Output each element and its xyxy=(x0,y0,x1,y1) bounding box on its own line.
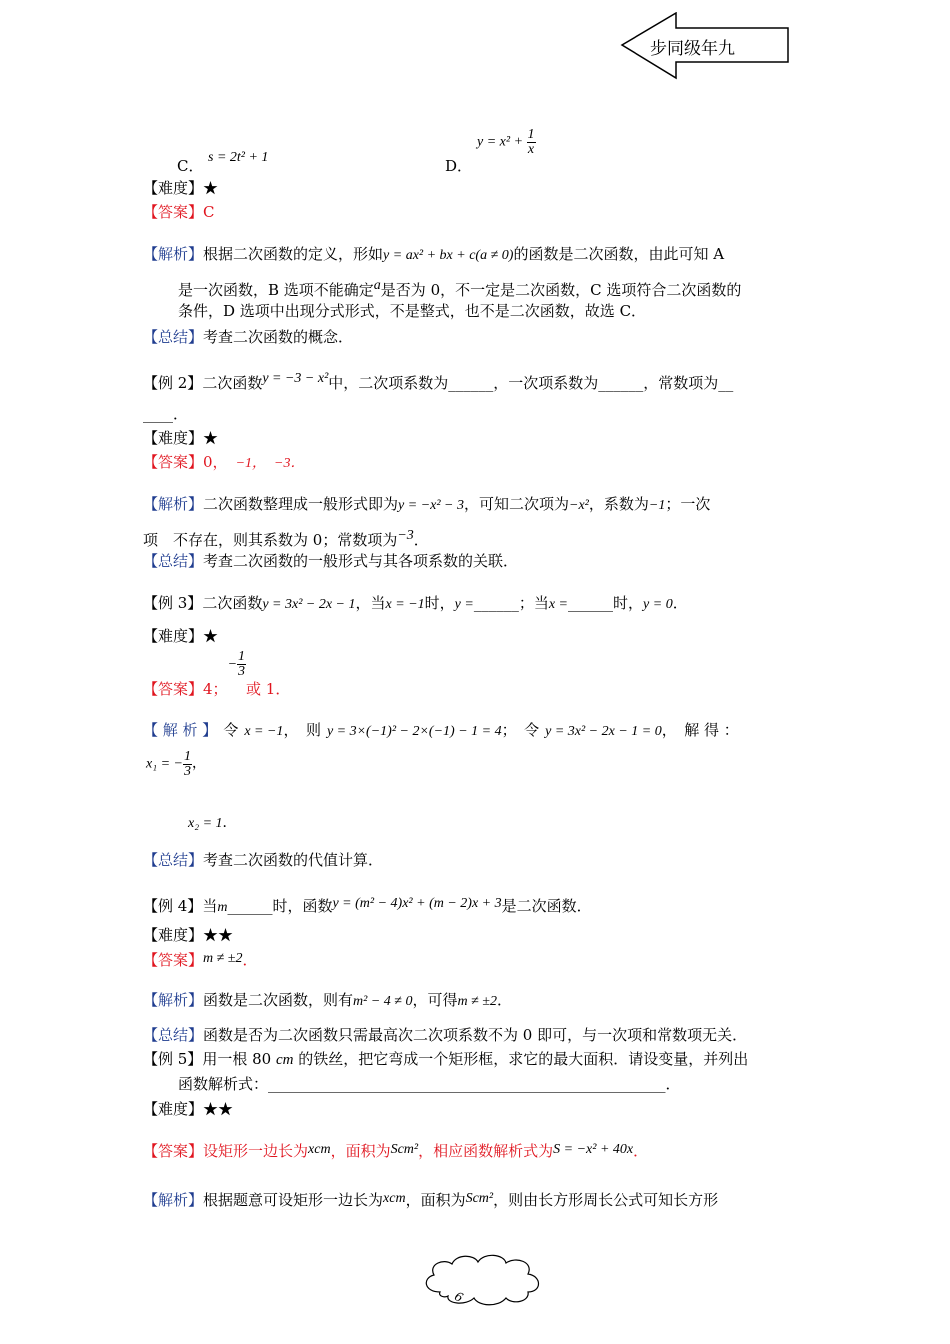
answer-tag: 【答案】 xyxy=(143,1142,204,1160)
analysis-text: 函数是二次函数，则有 xyxy=(203,991,354,1009)
analysis-tag: 【解析】 xyxy=(143,1191,204,1209)
question-text: ． xyxy=(672,594,688,612)
analysis-text: ． xyxy=(496,991,512,1009)
example-tag: 【例 4】 xyxy=(143,897,203,915)
answer-formula: −1， xyxy=(235,456,267,471)
summary-text: 考查二次函数的一般形式与其各项系数的关联． xyxy=(203,552,519,570)
fraction-denominator: x xyxy=(527,142,535,157)
analysis-formula: y = −x² − 3 xyxy=(398,498,464,513)
summary-tag: 【总结】 xyxy=(143,328,204,346)
analysis-text: ， 解 得 ： xyxy=(661,721,739,739)
difficulty-stars: ★★ xyxy=(203,926,234,944)
example-tag: 【例 2】 xyxy=(143,374,203,392)
option-d-formula-prefix: y = x² + xyxy=(477,134,524,150)
example-tag: 【例 3】 xyxy=(143,594,203,612)
ex3-analysis-line1 xyxy=(143,720,739,742)
option-c-formula: s = 2t² + 1 xyxy=(208,150,269,165)
ex1-summary xyxy=(143,327,353,347)
analysis-formula: y = 3x² − 2x − 1 = 0 xyxy=(545,724,662,739)
ex5-question-line1 xyxy=(143,1049,748,1070)
difficulty-tag: 【难度】 xyxy=(143,1100,204,1118)
analysis-text: ，面积为 xyxy=(405,1191,466,1209)
analysis-text: 是一次函数，B 选项不能确定 xyxy=(178,281,374,299)
fraction-numerator: 1 xyxy=(527,127,535,142)
grade-label: 步同级年九 xyxy=(650,39,735,58)
root-label: x₁ = − xyxy=(146,756,183,772)
answer-text: C xyxy=(203,203,215,221)
analysis-text: 是否为 0，不一定是二次函数，C 选项符合二次函数的 xyxy=(380,281,742,299)
summary-text: 考查二次函数的概念． xyxy=(203,328,354,346)
difficulty-stars: ★ xyxy=(203,429,219,447)
question-formula: y = −3 − x² xyxy=(262,371,329,386)
analysis-text: ； 令 xyxy=(501,721,540,739)
ex5-question-line2: 函数解析式：_____________________________________________________． xyxy=(178,1075,681,1093)
analysis-text: ；一次 xyxy=(665,495,711,513)
answer-text: ，面积为 xyxy=(330,1142,391,1160)
ex4-difficulty xyxy=(143,925,233,945)
analysis-formula: Scm² xyxy=(465,1191,494,1206)
ex1-difficulty xyxy=(143,178,218,198)
question-text: 二次函数 xyxy=(202,374,263,392)
ex1-answer xyxy=(143,202,215,222)
ex3-root-x1 xyxy=(146,750,206,779)
analysis-formula: −x² xyxy=(569,498,589,513)
question-text: 是二次函数． xyxy=(501,897,592,915)
ex4-summary xyxy=(143,1025,747,1045)
fraction-numerator: 1 xyxy=(183,749,191,764)
analysis-text: 项 不存在，则其系数为 0；常数项为 xyxy=(143,531,398,549)
question-formula: y = 0 xyxy=(643,597,673,612)
answer-tag: 【答案】 xyxy=(143,203,204,221)
question-text: 中，二次项系数为______，一次项系数为______，常数项为__ xyxy=(328,374,734,392)
ex5-answer xyxy=(143,1140,648,1161)
answer-text: 0， xyxy=(203,453,228,471)
fraction-denominator: 3 xyxy=(238,664,246,679)
analysis-text: ， 则 xyxy=(283,721,321,739)
question-text: 二次函数 xyxy=(202,594,263,612)
answer-formula: Scm² xyxy=(390,1142,419,1157)
difficulty-tag: 【难度】 xyxy=(143,926,204,944)
ex2-analysis-line2 xyxy=(143,526,429,550)
analysis-tag: 【 解 析 】 xyxy=(143,721,218,739)
question-formula: m xyxy=(217,900,228,915)
ex3-root-x2 xyxy=(188,812,237,832)
ex4-answer xyxy=(143,949,258,970)
fraction-numerator: 1 xyxy=(238,649,246,664)
answer-text: 4； xyxy=(203,679,228,698)
analysis-formula: y = 3×(−1)² − 2×(−1) − 1 = 4 xyxy=(326,724,502,739)
question-unit: cm xyxy=(275,1052,294,1068)
ex3-answer xyxy=(143,649,291,698)
ex2-analysis-line1 xyxy=(143,494,710,516)
answer-formula: −3． xyxy=(274,456,305,471)
question-formula: x = −1 xyxy=(385,597,425,612)
question-formula: y = xyxy=(454,597,474,612)
analysis-text: ． xyxy=(413,531,429,549)
cloud-icon xyxy=(418,1250,548,1310)
analysis-text: 二次函数整理成一般形式即为 xyxy=(203,495,399,513)
answer-text: ，相应函数解析式为 xyxy=(418,1142,554,1160)
ex2-summary xyxy=(143,551,518,571)
analysis-text: ，系数为 xyxy=(588,495,649,513)
option-c-label: C． xyxy=(177,157,204,175)
difficulty-tag: 【难度】 xyxy=(143,429,204,447)
ex4-analysis xyxy=(143,990,512,1012)
summary-text: 函数是否为二次函数只需最高次二次项系数不为 0 即可，与一次项和常数项无关． xyxy=(203,1026,748,1044)
answer-text: ． xyxy=(242,951,258,969)
fraction-sign: − xyxy=(227,656,238,672)
analysis-formula: −3 xyxy=(397,528,414,543)
analysis-formula: y = ax² + bx + c(a ≠ 0) xyxy=(383,248,514,263)
question-text: 当 xyxy=(202,897,218,915)
answer-formula: m ≠ ±2 xyxy=(203,951,243,966)
example-tag: 【例 5】 xyxy=(143,1050,203,1068)
analysis-formula: −1 xyxy=(648,498,666,513)
difficulty-stars: ★ xyxy=(203,179,219,197)
analysis-text: 令 xyxy=(223,721,239,739)
summary-text: 考查二次函数的代值计算． xyxy=(203,851,384,869)
ex1-analysis-line1 xyxy=(143,244,724,266)
answer-tag: 【答案】 xyxy=(143,453,204,471)
question-formula: x = xyxy=(548,597,569,612)
analysis-text: ，则由长方形周长公式可知长方形 xyxy=(493,1191,719,1209)
page-number-cloud xyxy=(418,1250,548,1310)
summary-tag: 【总结】 xyxy=(143,1026,204,1044)
answer-text: 或 1． xyxy=(246,679,291,698)
ex3-question xyxy=(143,593,688,615)
analysis-formula: x = −1 xyxy=(244,724,284,739)
option-d-fraction xyxy=(527,128,536,157)
analysis-formula: a xyxy=(373,278,381,293)
answer-fraction xyxy=(227,649,246,679)
root-tail: ． xyxy=(222,816,237,831)
question-formula: y = (m² − 4)x² + (m − 2)x + 3 xyxy=(332,896,502,911)
analysis-formula: m² − 4 ≠ 0 xyxy=(353,994,413,1009)
answer-text: 设矩形一边长为 xyxy=(203,1142,309,1160)
ex4-question xyxy=(143,894,592,918)
analysis-text: ，可知二次项为 xyxy=(464,495,570,513)
question-text: ______时， xyxy=(568,594,644,612)
answer-formula: xcm xyxy=(308,1142,331,1157)
difficulty-tag: 【难度】 xyxy=(143,179,204,197)
analysis-tag: 【解析】 xyxy=(143,245,204,263)
answer-text: ． xyxy=(633,1142,649,1160)
answer-tag: 【答案】 xyxy=(143,951,204,969)
root-value: x₂ = 1 xyxy=(188,816,223,831)
answer-tag: 【答案】 xyxy=(143,679,204,698)
analysis-text: ，可得 xyxy=(412,991,458,1009)
answer-formula: S = −x² + 40x xyxy=(553,1142,634,1157)
difficulty-tag: 【难度】 xyxy=(143,627,204,645)
page-number: 6 xyxy=(452,1289,466,1305)
ex3-difficulty xyxy=(143,626,218,646)
question-text: ______时，函数 xyxy=(227,897,333,915)
question-formula: y = 3x² − 2x − 1 xyxy=(262,597,356,612)
ex5-analysis xyxy=(143,1189,718,1210)
difficulty-stars: ★ xyxy=(203,627,219,645)
analysis-text: 根据题意可设矩形一边长为 xyxy=(203,1191,384,1209)
ex1-analysis-line2 xyxy=(178,276,741,300)
option-d-label: D． xyxy=(445,157,473,175)
question-text: ______；当 xyxy=(473,594,549,612)
analysis-tag: 【解析】 xyxy=(143,991,204,1009)
ex5-difficulty xyxy=(143,1099,233,1119)
ex2-question-line2: ____． xyxy=(143,405,189,423)
analysis-text: 根据二次函数的定义，形如 xyxy=(203,245,384,263)
question-text: 的铁丝，把它弯成一个矩形框，求它的最大面积．请设变量，并列出 xyxy=(293,1050,749,1068)
question-text: 用一根 80 xyxy=(202,1050,276,1068)
question-text: ，当 xyxy=(355,594,386,612)
ex1-analysis-line3: 条件，D 选项中出现分式形式，不是整式，也不是二次函数，故选 C． xyxy=(178,302,647,320)
summary-tag: 【总结】 xyxy=(143,552,204,570)
analysis-text: 的函数是二次函数，由此可知 A xyxy=(513,245,725,263)
question-text: 时， xyxy=(424,594,455,612)
fraction-denominator: 3 xyxy=(183,764,191,779)
summary-tag: 【总结】 xyxy=(143,851,204,869)
root-tail: ， xyxy=(191,756,206,772)
difficulty-stars: ★★ xyxy=(203,1100,234,1118)
ex3-summary xyxy=(143,850,383,870)
analysis-formula: xcm xyxy=(383,1191,406,1206)
analysis-formula: m ≠ ±2 xyxy=(457,994,497,1009)
ex2-difficulty xyxy=(143,428,218,448)
option-d-formula xyxy=(477,128,536,157)
analysis-tag: 【解析】 xyxy=(143,495,204,513)
ex2-question-line1 xyxy=(143,369,733,393)
ex2-answer xyxy=(143,452,304,474)
grade-arrow-badge xyxy=(620,12,790,80)
